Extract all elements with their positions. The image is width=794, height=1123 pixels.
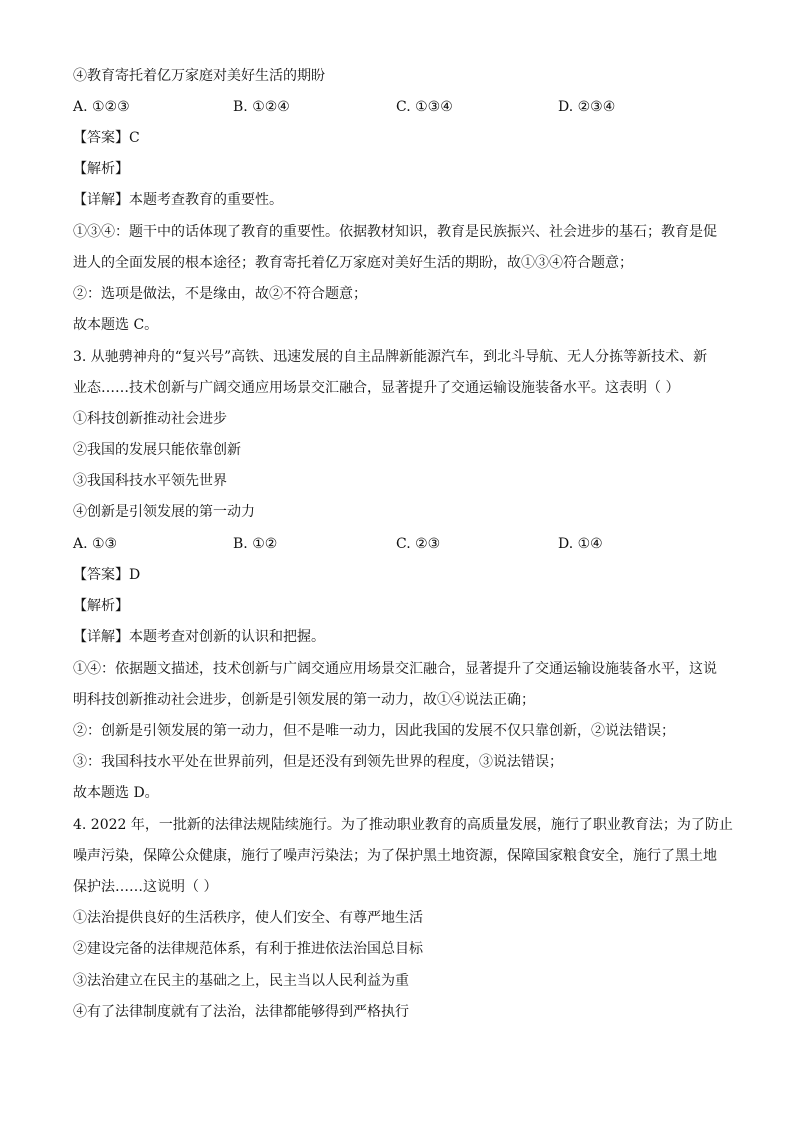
q2-explanation-2: ②：选项是做法，不是缘由，故②不符合题意； (73, 286, 367, 302)
q3-explanation-1a: ①④：依据题文描述，技术创新与广阔交通应用场景交汇融合，显著提升了交通运输设施装备水平，这说 (73, 661, 717, 677)
q3-item-4: ④创新是引领发展的第一动力 (73, 504, 255, 520)
q3-option-c: C. ②③ (396, 536, 441, 552)
q4-item-4: ④有了法律制度就有了法治，法律都能够得到严格执行 (73, 1004, 409, 1020)
q2-option-c: C. ①③④ (396, 99, 453, 115)
q3-option-b: B. ①② (233, 536, 278, 552)
q2-explanation-1a: ①③④：题干中的话体现了教育的重要性。依据教材知识，教育是民族振兴、社会进步的基石；教育是促 (73, 224, 717, 240)
q2-answer: 【答案】C (73, 130, 140, 146)
q2-option-a: A. ①②③ (73, 99, 130, 115)
q3-option-a: A. ①③ (73, 536, 118, 552)
q3-option-d: D. ①④ (558, 536, 603, 552)
q4-item-2: ②建设完备的法律规范体系，有利于推进依法治国总目标 (73, 941, 423, 957)
q2-explanation-1b: 进人的全面发展的根本途径；教育寄托着亿万家庭对美好生活的期盼，故①③④符合题意； (73, 255, 633, 271)
q3-explanation-2: ②：创新是引领发展的第一动力，但不是唯一动力，因此我国的发展不仅只靠创新，②说法错误； (73, 723, 675, 739)
q3-answer: 【答案】D (73, 567, 141, 583)
q3-detail: 【详解】本题考查对创新的认识和把握。 (73, 629, 325, 645)
q2-detail: 【详解】本题考查教育的重要性。 (73, 192, 283, 208)
q3-stem-b: 业态……技术创新与广阔交通应用场景交汇融合，显著提升了交通运输设施装备水平。这表明（ ） (73, 380, 680, 396)
q3-analysis-label: 【解析】 (73, 598, 129, 614)
q2-analysis-label: 【解析】 (73, 161, 129, 177)
q2-conclusion: 故本题选 C。 (73, 317, 159, 333)
q4-stem-a: 4. 2022 年，一批新的法律法规陆续施行。为了推动职业教育的高质量发展，施行了职业教育法；为了防止 (73, 817, 733, 833)
q2-item-4: ④教育寄托着亿万家庭对美好生活的期盼 (73, 68, 325, 84)
q3-item-2: ②我国的发展只能依靠创新 (73, 442, 241, 458)
q4-item-3: ③法治建立在民主的基础之上，民主当以人民利益为重 (73, 973, 409, 989)
q3-stem-a: 3. 从驰骋神舟的“复兴号”高铁、迅速发展的自主品牌新能源汽车，到北斗导航、无人分拣等新技术、新 (73, 349, 708, 365)
q2-option-d: D. ②③④ (558, 99, 616, 115)
q3-explanation-1b: 明科技创新推动社会进步，创新是引领发展的第一动力，故①④说法正确； (73, 692, 535, 708)
q3-item-3: ③我国科技水平领先世界 (73, 473, 227, 489)
q4-item-1: ①法治提供良好的生活秩序，使人们安全、有尊严地生活 (73, 910, 423, 926)
q2-option-b: B. ①②④ (233, 99, 290, 115)
q3-explanation-3: ③：我国科技水平处在世界前列，但是还没有到领先世界的程度，③说法错误； (73, 754, 563, 770)
q4-stem-b: 噪声污染，保障公众健康，施行了噪声污染法；为了保护黑土地资源，保障国家粮食安全，施行了黑土地 (73, 848, 717, 864)
q3-item-1: ①科技创新推动社会进步 (73, 411, 227, 427)
q4-stem-c: 保护法……这说明（ ） (73, 879, 218, 895)
q3-conclusion: 故本题选 D。 (73, 785, 159, 801)
